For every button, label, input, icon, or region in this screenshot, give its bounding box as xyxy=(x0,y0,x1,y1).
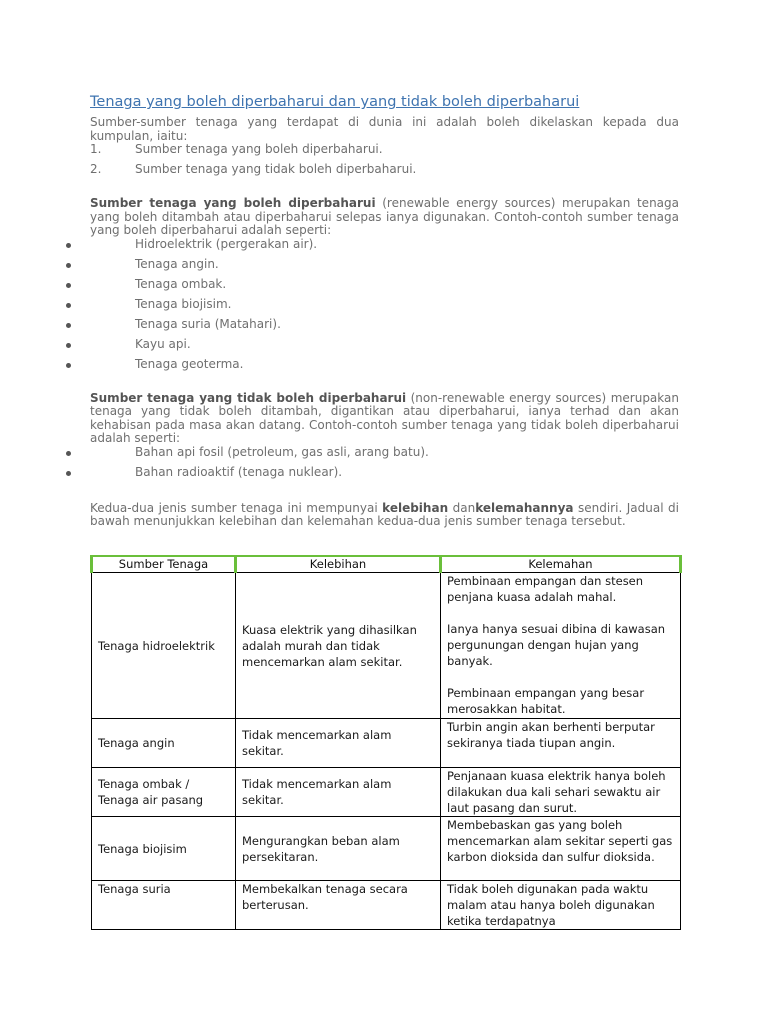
column-header: Kelebihan xyxy=(236,556,441,573)
list-item xyxy=(90,278,679,298)
list-item-label: Tenaga geoterma. xyxy=(135,356,244,371)
list-item-label: Tenaga suria (Matahari). xyxy=(135,316,281,331)
bullet-icon xyxy=(66,471,71,476)
bullet-icon xyxy=(66,243,71,248)
list-item-label: Tenaga biojisim. xyxy=(135,296,232,311)
list-item xyxy=(90,298,679,318)
renewable-term: Sumber tenaga yang boleh diperbaharui xyxy=(90,196,376,210)
energy-comparison-table xyxy=(90,555,682,930)
list-item-label: Sumber tenaga yang tidak boleh diperbaharui. xyxy=(135,162,417,176)
weakness-text: Tidak boleh digunakan pada waktu malam atau hanya boleh digunakan ketika terdapatnya xyxy=(447,882,655,928)
advantage-cell: Tidak mencemarkan alam sekitar. xyxy=(236,768,441,817)
weakness-text: Turbin angin akan berhenti berputar sekiranya tiada tiupan angin. xyxy=(447,720,655,750)
bullet-icon xyxy=(66,303,71,308)
list-item-label: Tenaga ombak. xyxy=(135,276,227,291)
advantage-cell: Mengurangkan beban alam persekitaran. xyxy=(236,817,441,881)
weakness-text: Pembinaan empangan dan stesen penjana kuasa adalah mahal. xyxy=(447,574,644,604)
bullet-icon xyxy=(66,323,71,328)
list-item xyxy=(90,318,679,338)
list-item xyxy=(90,446,679,466)
list-item-label: Hidroelektrik (pergerakan air). xyxy=(135,236,318,251)
source-cell: Tenaga suria xyxy=(92,881,236,930)
list-item xyxy=(90,358,679,378)
list-item-label: Sumber tenaga yang boleh diperbaharui. xyxy=(135,142,383,156)
weakness-cell xyxy=(441,817,681,881)
source-cell: Tenaga hidroelektrik xyxy=(92,573,236,719)
list-item-label: Tenaga angin. xyxy=(135,256,219,271)
advantage-cell: Tidak mencemarkan alam sekitar. xyxy=(236,719,441,768)
weakness-cell xyxy=(441,573,681,719)
source-cell: Tenaga biojisim xyxy=(92,817,236,881)
summary-paragraph xyxy=(90,502,679,529)
list-item xyxy=(90,338,679,358)
weakness-cell xyxy=(441,719,681,768)
list-item xyxy=(90,466,679,486)
list-item xyxy=(90,238,679,258)
advantage-cell: Membekalkan tenaga secara berterusan. xyxy=(236,881,441,930)
list-item-label: Bahan api fosil (petroleum, gas asli, arang batu). xyxy=(135,444,429,459)
bullet-icon xyxy=(66,283,71,288)
summary-term: kelebihan xyxy=(382,500,449,515)
summary-text: sendiri. Jadual di bawah menunjukkan kelebihan dan kelemahan kedua-dua jenis sumber tenaga tersebut. xyxy=(90,500,679,528)
weakness-text: Penjanaan kuasa elektrik hanya boleh dilakukan dua kali sehari sewaktu air laut pasang dan surut. xyxy=(447,769,666,815)
bullet-icon xyxy=(66,363,71,368)
column-header: Kelemahan xyxy=(441,556,681,573)
list-item-label: Kayu api. xyxy=(135,336,191,351)
weakness-text: Ianya hanya sesuai dibina di kawasan pergunungan dengan hujan yang banyak. xyxy=(447,622,666,668)
renewable-paragraph xyxy=(90,197,679,238)
intro-paragraph: Sumber-sumber tenaga yang terdapat di dunia ini adalah boleh dikelaskan kepada dua kumpulan, iaitu: xyxy=(90,115,679,143)
renewable-description: (renewable energy sources) merupakan tenaga yang boleh ditambah atau diperbaharui selepas ianya digunakan. Contoh-contoh sumber tenaga yang boleh diperbaharui adalah seperti: xyxy=(90,196,679,237)
table-row xyxy=(92,573,681,719)
nonrenewable-description: (non-renewable energy sources) merupakan tenaga yang tidak boleh ditambah, digantikan atau diperbaharui, ianya terhad dan akan kehabisan pada masa akan datang. Contoh-contoh sumber tenaga yang tidak boleh diperbaharui adalah seperti: xyxy=(90,390,679,445)
nonrenewable-term: Sumber tenaga yang tidak boleh diperbaharui xyxy=(90,390,407,405)
bullet-icon xyxy=(66,451,71,456)
list-item xyxy=(90,163,679,183)
column-header: Sumber Tenaga xyxy=(92,556,236,573)
summary-text: dan xyxy=(448,500,476,515)
source-cell: Tenaga angin xyxy=(92,719,236,768)
summary-text: Kedua-dua jenis sumber tenaga ini mempunyai xyxy=(90,500,383,515)
category-list xyxy=(90,143,679,183)
list-item xyxy=(90,143,679,163)
weakness-cell xyxy=(441,881,681,930)
summary-term: kelemahannya xyxy=(475,500,574,515)
weakness-text: Membebaskan gas yang boleh mencemarkan alam sekitar seperti gas karbon dioksida dan sulfur dioksida. xyxy=(447,818,673,864)
list-number: 1. xyxy=(90,142,102,156)
weakness-cell xyxy=(441,768,681,817)
weakness-text: Pembinaan empangan yang besar merosakkan habitat. xyxy=(447,686,645,716)
table-header-row xyxy=(92,556,681,573)
list-number: 2. xyxy=(90,162,102,176)
table-row xyxy=(92,881,681,930)
document-page xyxy=(90,92,679,529)
source-cell: Tenaga ombak / Tenaga air pasang xyxy=(92,768,236,817)
nonrenewable-paragraph xyxy=(90,392,679,446)
bullet-icon xyxy=(66,263,71,268)
table-row xyxy=(92,768,681,817)
table-row xyxy=(92,719,681,768)
table-row xyxy=(92,817,681,881)
page-title: Tenaga yang boleh diperbaharui dan yang tidak boleh diperbaharui xyxy=(90,94,580,110)
list-item xyxy=(90,258,679,278)
renewable-list xyxy=(90,238,679,378)
nonrenewable-list xyxy=(90,446,679,486)
bullet-icon xyxy=(66,343,71,348)
advantage-cell: Kuasa elektrik yang dihasilkan adalah murah dan tidak mencemarkan alam sekitar. xyxy=(236,573,441,719)
list-item-label: Bahan radioaktif (tenaga nuklear). xyxy=(135,464,343,479)
